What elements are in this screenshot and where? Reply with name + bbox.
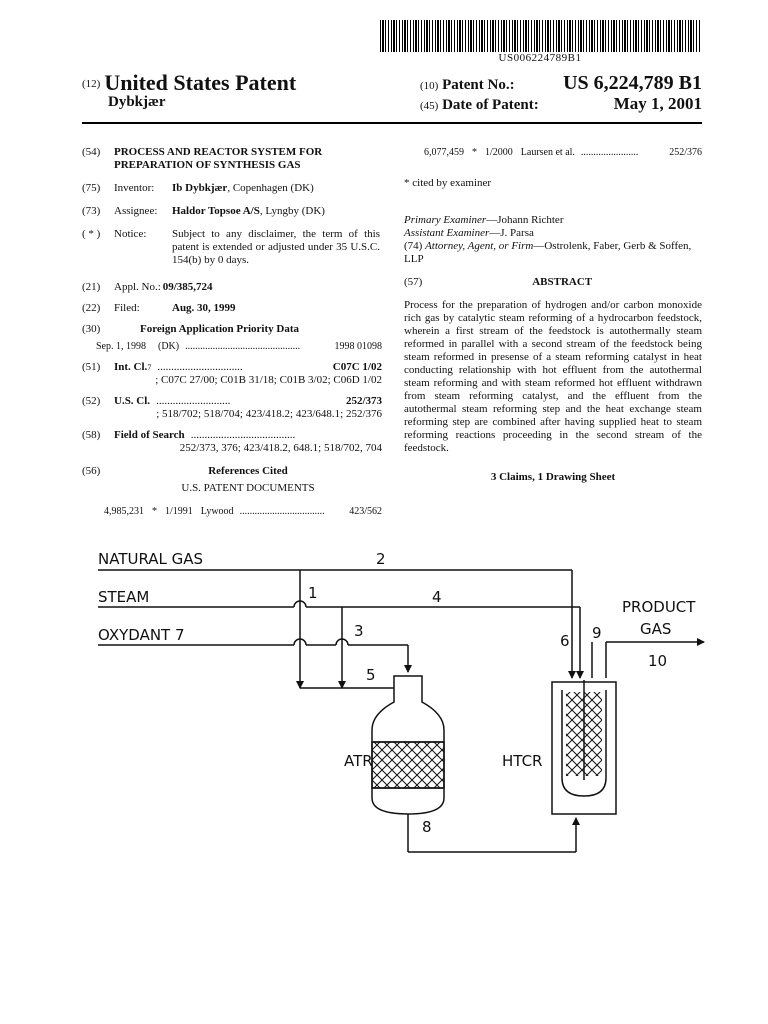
field-code: (75) <box>82 182 101 194</box>
reference-name: Laursen et al. <box>520 147 575 158</box>
dot-leader: .............................................. <box>185 341 301 352</box>
reference-class: 252/376 <box>669 147 702 158</box>
priority-number: 1998 01098 <box>334 341 382 352</box>
search-body <box>114 429 382 455</box>
assignee-name: Haldor Topsoe A/S <box>172 205 260 217</box>
reference-star: * <box>472 147 477 158</box>
field-code: (30) <box>82 323 101 335</box>
attorney-label: Attorney, Agent, or Firm <box>425 240 534 252</box>
notice-field <box>82 228 382 267</box>
type-code: (12) <box>82 78 101 90</box>
reference-star: * <box>152 506 157 517</box>
inventor-field <box>82 182 382 195</box>
patent-number: US 6,224,789 B1 <box>563 72 702 94</box>
filed-date: Aug. 30, 1999 <box>172 302 236 314</box>
field-label: Int. Cl. <box>114 361 148 373</box>
steam-label: STEAM <box>98 588 150 606</box>
stream-number-3: 3 <box>354 622 364 640</box>
us-cl-rest: ; 518/702; 518/704; 423/418.2; 423/648.1; 252/376 <box>156 408 382 420</box>
priority-country: (DK) <box>158 341 180 352</box>
field-label: Filed: <box>114 302 140 314</box>
stream-number-5: 5 <box>366 666 376 684</box>
reference-number: 6,077,459 <box>424 147 464 158</box>
abstract-column <box>404 146 702 484</box>
field-code: (54) <box>82 146 101 158</box>
stream-number-6: 6 <box>560 632 570 650</box>
application-number: 09/385,724 <box>162 281 213 293</box>
bibliographic-column <box>82 146 382 518</box>
assistant-examiner <box>404 227 702 240</box>
notice-text: Subject to any disclaimer, the term of this patent is extended or adjusted under 35 U.S.C. 154(b) by 0 days. <box>172 228 380 266</box>
filed-field <box>82 302 382 315</box>
field-label: U.S. Cl. <box>114 395 151 407</box>
stream-number-9: 9 <box>592 624 602 642</box>
patent-number-code: (10) <box>420 80 439 92</box>
inventor-place: , Copenhagen (DK) <box>227 182 314 194</box>
us-cl-body <box>114 395 382 421</box>
dot-leader: ....................... <box>580 147 639 158</box>
oxydant-label: OXYDANT 7 <box>98 626 185 644</box>
field-code: (57) <box>404 276 423 288</box>
primary-examiner <box>404 214 702 227</box>
product-gas-label-2: GAS <box>640 620 672 638</box>
stream-number-4: 4 <box>432 588 442 606</box>
patent-date-label: Date of Patent: <box>442 97 539 113</box>
patent-date-code: (45) <box>420 100 439 112</box>
us-cl-field <box>82 395 382 421</box>
field-code: ( * ) <box>82 228 101 240</box>
reference-date: 1/1991 <box>165 506 193 517</box>
atr-catalyst-bed <box>372 742 444 788</box>
reference-row <box>82 505 382 518</box>
inventor-name: Ib Dybkjær <box>172 182 228 194</box>
field-code: (22) <box>82 302 101 314</box>
abstract-text: Process for the preparation of hydrogen and/or carbon monoxide rich gas by catalytic steam reforming of a hydrocarbon feedstock, wherein a first stream of the feedstock is autothermally steam reformed in parallel with a second stream of the feedstock being steam reformed in presense of a steam reforming catalyst in heat conducting relationship with hot effluent from the autothermal steam reforming and with steam reformed hot effluent withdrawn from steam reforming catalyst, and the effluent from the autothermal steam reforming step and the heat exchange steam reforming step are combined after having supplied heat to steam reforming reactions proceeding in the second stream of the feedstock. <box>404 299 702 454</box>
document-title: United States Patent <box>104 70 297 95</box>
references-field <box>82 465 382 478</box>
process-diagram <box>82 530 722 870</box>
natural-gas-label: NATURAL GAS <box>98 550 204 568</box>
reference-number: 4,985,231 <box>104 506 144 517</box>
field-label: Appl. No.: <box>114 281 161 293</box>
examiner-name: —Johann Richter <box>486 214 564 226</box>
stream-number-2: 2 <box>376 550 386 568</box>
patent-date: May 1, 2001 <box>613 94 702 113</box>
field-code: (73) <box>82 205 101 217</box>
reference-date: 1/2000 <box>485 147 513 158</box>
claims-count: 3 Claims, 1 Drawing Sheet <box>490 471 616 483</box>
search-text: 252/373, 376; 423/418.2, 648.1; 518/702, 704 <box>179 442 382 454</box>
stream-number-1: 1 <box>308 584 318 602</box>
barcode <box>380 20 700 52</box>
attorney-name: —Ostrolenk, Faber, Gerb & Soffen, LLP <box>404 240 692 265</box>
header-inventor: Dybkjær <box>108 94 166 110</box>
field-code: (52) <box>82 395 101 407</box>
int-cl-edition: 7 <box>147 363 152 372</box>
examiner-name: —J. Parsa <box>489 227 534 239</box>
reference-name: Lywood <box>200 506 234 517</box>
header-divider <box>82 122 702 124</box>
field-code: (56) <box>82 465 101 477</box>
search-field <box>82 429 382 455</box>
patent-date-row <box>420 94 702 116</box>
invention-title: PROCESS AND REACTOR SYSTEM FOR PREPARATION OF SYNTHESIS GAS <box>114 146 323 171</box>
product-gas-label: PRODUCT <box>622 598 696 616</box>
examiner-label: Primary Examiner <box>404 214 487 226</box>
priority-heading: Foreign Application Priority Data <box>140 323 299 335</box>
reference-class: 423/562 <box>349 506 382 517</box>
int-cl-body <box>114 361 382 387</box>
references-heading: References Cited <box>208 465 288 477</box>
application-number-field <box>82 281 382 294</box>
field-label: Assignee: <box>114 205 158 217</box>
dot-leader: ........................... <box>156 395 231 407</box>
abstract-heading-row <box>404 276 702 289</box>
stream-number-8: 8 <box>422 818 432 836</box>
field-label: Field of Search <box>114 429 185 441</box>
dot-leader: .................................. <box>239 506 325 517</box>
title-field <box>82 146 382 172</box>
patent-number-row <box>420 72 702 94</box>
us-patent-documents-heading: U.S. PATENT DOCUMENTS <box>181 482 315 494</box>
patent-header-right <box>420 72 702 116</box>
assignee-field <box>82 205 382 218</box>
field-label: Inventor: <box>114 182 155 194</box>
priority-date: Sep. 1, 1998 <box>96 341 146 352</box>
field-code: (74) <box>404 240 423 252</box>
priority-field <box>82 323 382 336</box>
us-cl-main: 252/373 <box>345 395 382 407</box>
attorney <box>404 240 702 266</box>
int-cl-rest: ; C07C 27/00; C01B 31/18; C01B 3/02; C06D 1/02 <box>155 374 382 386</box>
htcr-label: HTCR <box>502 752 543 770</box>
field-label: Notice: <box>114 228 147 240</box>
examiner-label: Assistant Examiner <box>404 227 490 239</box>
int-cl-field <box>82 361 382 387</box>
patent-header-left <box>82 70 296 96</box>
field-code: (21) <box>82 281 101 293</box>
cited-by-examiner: * cited by examiner <box>404 177 492 189</box>
field-code: (51) <box>82 361 101 373</box>
atr-label: ATR <box>344 752 373 770</box>
abstract-heading: ABSTRACT <box>532 276 593 288</box>
priority-entry <box>82 340 382 353</box>
dot-leader: ...................................... <box>190 429 296 441</box>
assignee-place: , Lyngby (DK) <box>259 205 325 217</box>
reference-row <box>404 146 702 159</box>
barcode-number: US006224789B1 <box>498 52 582 64</box>
patent-number-label: Patent No.: <box>442 77 515 93</box>
field-code: (58) <box>82 429 101 441</box>
dot-leader: ............................... <box>157 361 243 373</box>
int-cl-main: C07C 1/02 <box>332 361 382 373</box>
stream-number-10: 10 <box>648 652 668 670</box>
